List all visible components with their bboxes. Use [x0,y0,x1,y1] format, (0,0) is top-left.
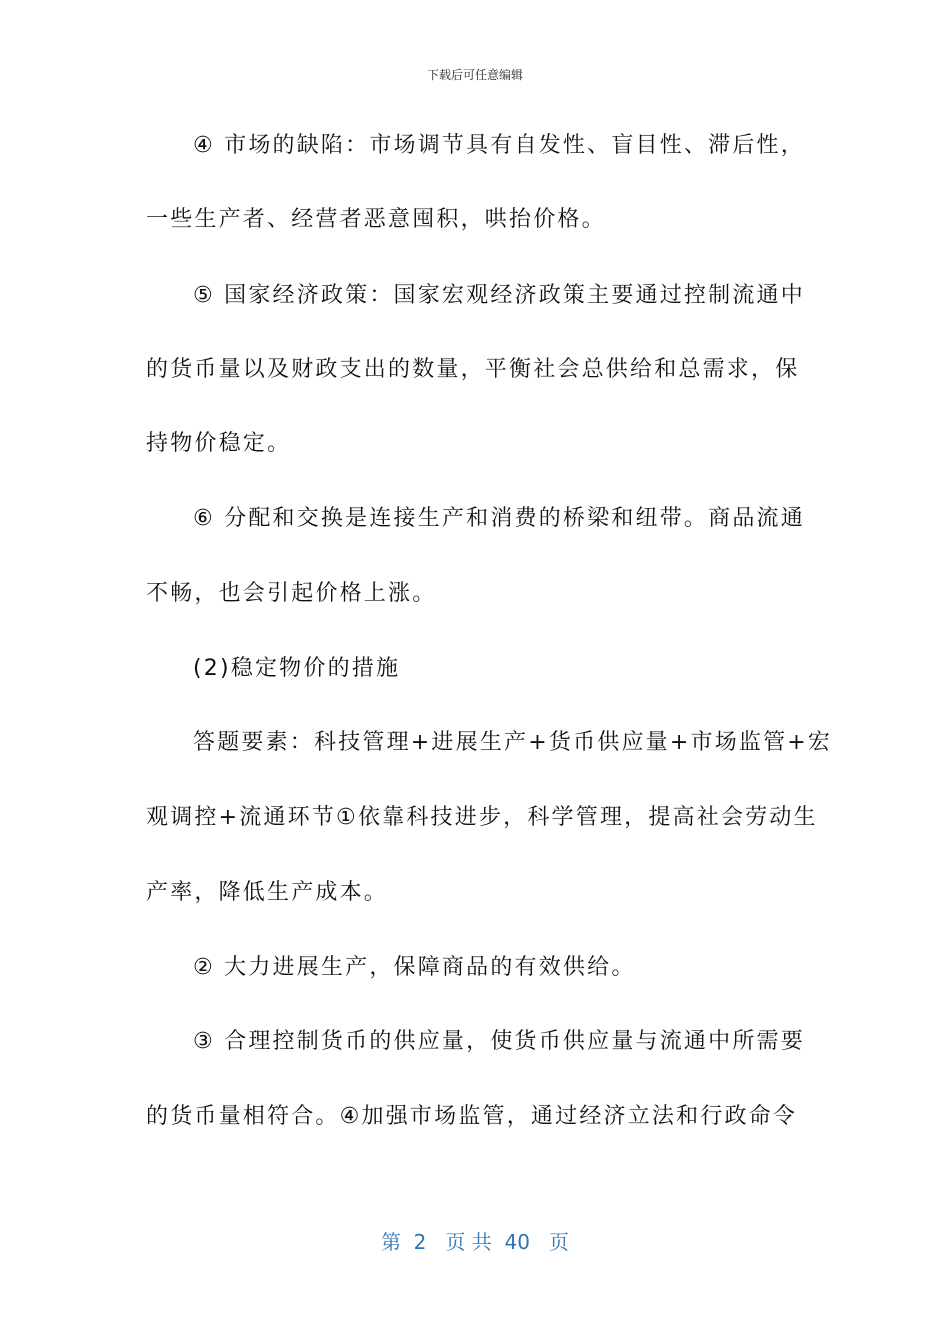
text-line: 的货币量相符合。④加强市场监管，通过经济立法和行政命令 [146,1104,798,1129]
text-line: 产率，降低生产成本。 [146,880,389,905]
text-line: 一些生产者、经营者恶意囤积，哄抬价格。 [146,207,606,232]
page-header: 下载后可任意编辑 [426,68,523,82]
text-line: 答题要素：科技管理+进展生产+货币供应量+市场监管+宏 [193,730,833,755]
text-line: ② 大力进展生产，保障商品的有效供给。 [193,955,636,980]
text-line: 的货币量以及财政支出的数量，平衡社会总供给和总需求，保 [146,357,800,382]
text-line: ④ 市场的缺陷：市场调节具有自发性、盲目性、滞后性， [193,133,805,158]
text-line: 持物价稳定。 [146,431,292,456]
text-line: ⑥ 分配和交换是连接生产和消费的桥梁和纽带。商品流通 [193,506,805,531]
text-line: ⑤ 国家经济政策：国家宏观经济政策主要通过控制流通中 [193,283,805,308]
text-line: 不畅，也会引起价格上涨。 [146,581,437,606]
text-line: 观调控+流通环节①依靠科技进步，科学管理，提高社会劳动生 [146,805,818,830]
text-line: ③ 合理控制货币的供应量，使货币供应量与流通中所需要 [193,1029,805,1054]
page-footer: 第 2 页 共 40 页 [380,1230,570,1254]
section-heading: (2)稳定物价的措施 [193,656,401,681]
